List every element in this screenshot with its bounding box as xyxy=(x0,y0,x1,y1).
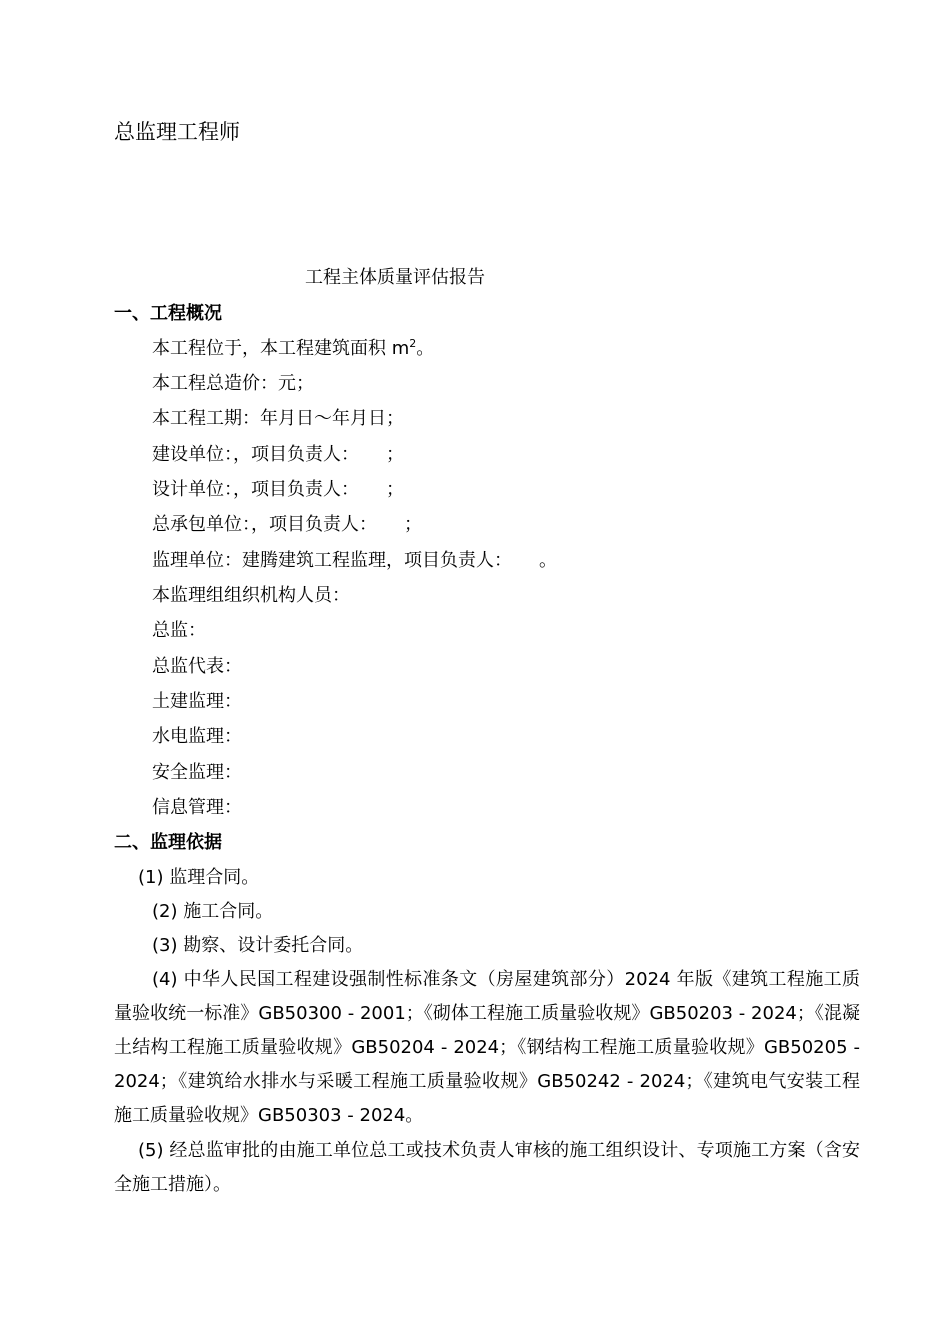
designer-line: 设计单位：，项目负责人： ； xyxy=(152,479,404,500)
basis-item-2: (2) 施工合同。 xyxy=(152,901,274,922)
signature-line: 总监理工程师 xyxy=(114,120,240,144)
basis-item-4: (4) 中华人民国工程建设强制性标准条文（房屋建筑部分）2024 年版《建筑工程施工质量验收统一标准》GB50300 - 2001；《砌体工程施工质量验收规》GB50203 - 2024；《混凝土结构工程施工质量验收规》GB50204 - 2024；《钢结构工程施工质量验收规》GB50205 - 2024；《建筑给水排水与采暖工程施工质量验收规》GB50242 - 2024；《建筑电气安装工程施工质量验收规》GB50303 - 2024。 xyxy=(114,969,860,1126)
basis-item-1: (1) 监理合同。 xyxy=(138,867,260,888)
staff-deputy-line: 总监代表： xyxy=(152,656,242,677)
contractor-line: 总承包单位：，项目负责人： ； xyxy=(152,514,422,535)
supervisor-line: 监理单位：建腾建筑工程监理，项目负责人： 。 xyxy=(152,550,557,571)
section-heading-basis: 二、监理依据 xyxy=(114,832,222,853)
area-unit-superscript: 2 xyxy=(409,337,417,350)
staff-mep-line: 水电监理： xyxy=(152,726,242,747)
staff-safety-line: 安全监理： xyxy=(152,762,242,783)
project-location-end: 。 xyxy=(416,338,435,359)
project-period-line: 本工程工期：年月日～年月日； xyxy=(152,408,404,429)
staff-civil-line: 土建监理： xyxy=(152,691,242,712)
project-cost-line: 本工程总造价：元； xyxy=(152,373,314,394)
staff-chief-line: 总监： xyxy=(152,620,206,641)
staff-heading-line: 本监理组组织机构人员： xyxy=(152,585,350,606)
document-title: 工程主体质量评估报告 xyxy=(305,267,485,288)
project-location-line xyxy=(152,337,434,361)
builder-line: 建设单位：，项目负责人： ； xyxy=(152,444,404,465)
section-heading-overview: 一、工程概况 xyxy=(114,303,222,324)
basis-item-3: (3) 勘察、设计委托合同。 xyxy=(152,935,364,956)
basis-item-5: (5) 经总监审批的由施工单位总工或技术负责人审核的施工组织设计、专项施工方案（含安全施工措施）。 xyxy=(114,1140,860,1195)
staff-info-line: 信息管理： xyxy=(152,797,242,818)
project-location-text: 本工程位于，本工程建筑面积 m xyxy=(152,338,410,359)
